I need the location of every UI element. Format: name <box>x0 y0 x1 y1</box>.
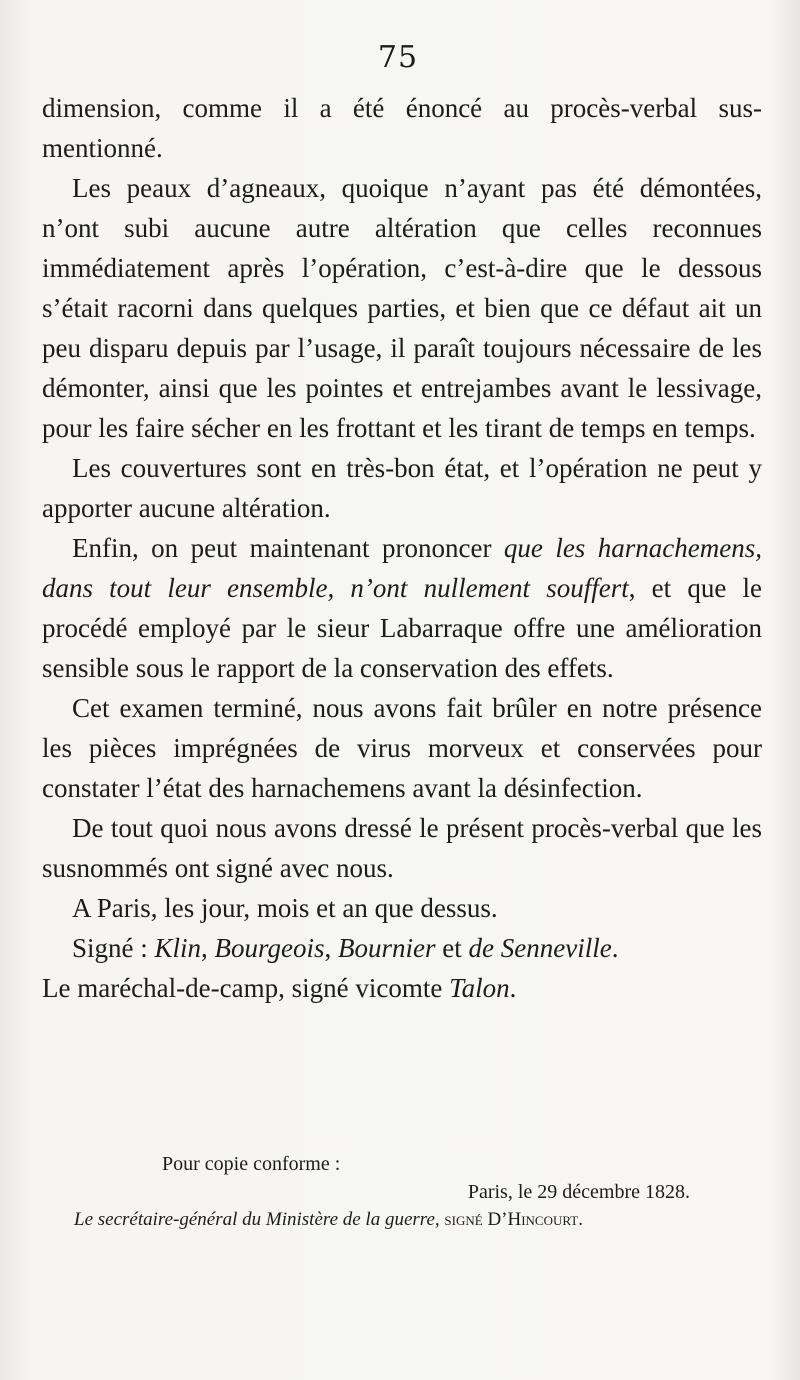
paragraph <box>42 528 762 688</box>
paragraph <box>42 448 762 528</box>
text-segment: , <box>324 933 339 963</box>
text-segment: Enfin, on peut maintenant prononcer <box>72 533 504 563</box>
copy-heading: Pour copie conforme : <box>162 1153 341 1175</box>
italic-text: de Senneville <box>468 933 612 963</box>
text-segment: Cet examen terminé, nous avons fait brûler en notre présence les pièces imprégnées de virus morveux et conservées pour constater l’état des harnachemens avant la désinfection. <box>42 693 762 803</box>
text-segment: . <box>509 973 517 1003</box>
text-segment: et <box>435 933 469 963</box>
text-segment: , et que le procédé employé par le sieur Labarraque offre une amélioration sensible sous le rapport de la conservation des effets. <box>42 573 762 683</box>
italic-text: Talon <box>449 973 510 1003</box>
text-segment: De tout quoi nous avons dressé le présent procès-verbal que les susnommés ont signé avec nous. <box>42 813 762 883</box>
text-segment: Les couvertures sont en très-bon état, et l’opération ne peut y apporter aucune altération. <box>42 453 762 523</box>
text-segment: , <box>201 933 215 963</box>
copy-signature: signé D’Hincourt. <box>444 1209 583 1230</box>
copy-secretary-line <box>40 1206 770 1234</box>
paragraph <box>42 968 762 1008</box>
page-number: 75 <box>377 40 419 75</box>
italic-text: Bourgeois <box>214 933 325 963</box>
paragraph <box>42 808 762 888</box>
text-segment: . <box>611 933 619 963</box>
text-segment: A Paris, les jour, mois et an que dessus. <box>72 893 498 923</box>
paragraph <box>42 888 762 928</box>
italic-text: Bournier <box>338 933 436 963</box>
text-segment: Signé : <box>72 933 155 963</box>
paragraph <box>42 168 762 448</box>
paragraph <box>42 928 762 968</box>
body-text <box>42 88 762 1008</box>
copy-place-date: Paris, le 29 décembre 1828. <box>467 1181 690 1203</box>
copy-secretary: Le secrétaire-général du Ministère de la guerre, <box>74 1209 440 1230</box>
paragraph <box>42 88 762 168</box>
text-segment: Le maréchal-de-camp, signé vicomte <box>42 973 450 1003</box>
text-segment: Les peaux d’agneaux, quoique n’ayant pas été démontées, n’ont subi aucune autre altération que celles reconnues immédiatement après l’opération, c’est-à-dire que le dessous s’était racorni dans quelques parties, et bien que ce défaut ait un peu disparu depuis par l’usage, il paraît toujours nécessaire de les démonter, ainsi que les pointes et entrejambes avant le lessivage, pour les faire sécher en les frottant et les tirant de temps en temps. <box>42 173 762 443</box>
certified-copy-block <box>40 1150 770 1234</box>
text-segment: dimension, comme il a été énoncé au procès-verbal sus-mentionné. <box>42 93 762 163</box>
italic-text: que les harnachemens, dans tout leur ensemble, n’ont nullement souffert <box>42 533 762 603</box>
paragraph <box>42 688 762 808</box>
italic-text: Klin <box>154 933 202 963</box>
